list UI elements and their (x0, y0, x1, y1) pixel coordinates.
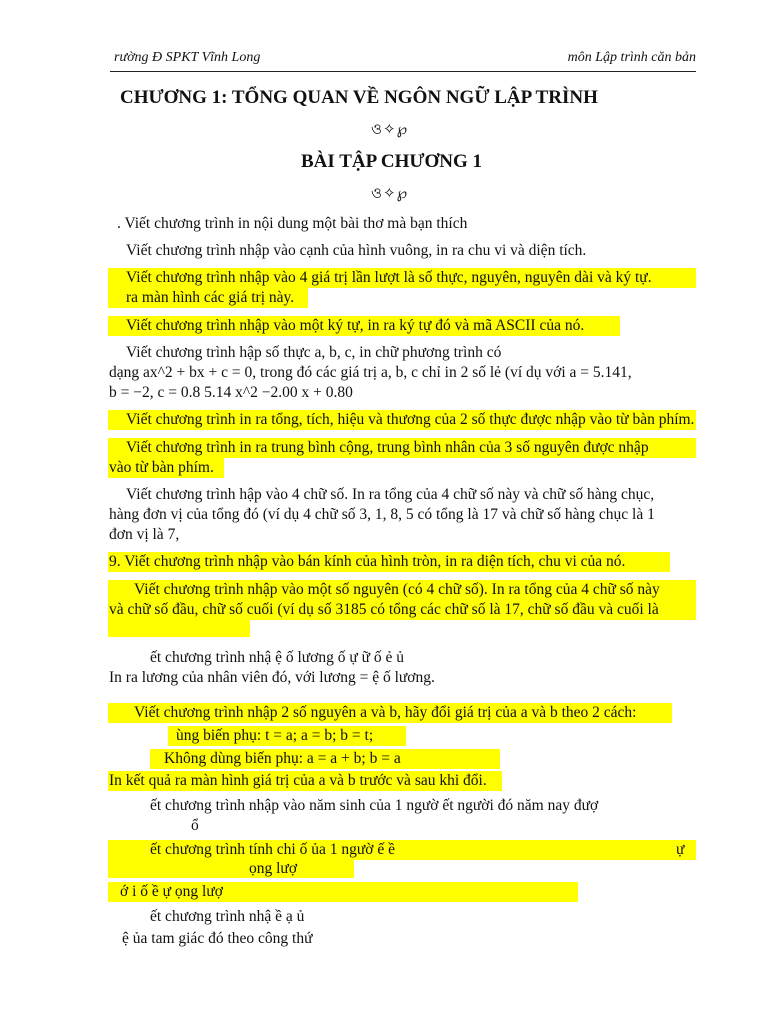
exercise-11-line-1: ết chương trình nhậ ệ ố lương ố ự ữ ố ẻ ủ (150, 649, 405, 666)
exercise-15-line-1: ết chương trình nhậ ề ạ ủ (150, 908, 305, 925)
exercise-15-line-2: ệ ủa tam giác đó theo công thứ (122, 930, 313, 947)
exercise-13-line-2: ổ (191, 817, 199, 834)
exercise-10-line-2: và chữ số đầu, chữ số cuối (ví dụ số 3185 có tổng các chữ số là 17, chữ số đầu và cuối là (109, 601, 659, 618)
exercise-2: Viết chương trình nhập vào cạnh của hình vuông, in ra chu vi và diện tích. (126, 242, 587, 259)
exercise-12-line-1: Viết chương trình nhập 2 số nguyên a và b, hãy đổi giá trị của a và b theo 2 cách: (134, 704, 637, 721)
exercise-9: 9. Viết chương trình nhập vào bán kính của hình tròn, in ra diện tích, chu vi của nó. (109, 553, 626, 570)
exercise-10-line-1: Viết chương trình nhập vào một số nguyên (có 4 chữ số). In ra tổng của 4 chữ số này (134, 581, 660, 598)
highlight-band (108, 620, 250, 637)
exercise-7-line-1: Viết chương trình in ra trung bình cộng, trung bình nhân của 3 số nguyên được nhập (126, 439, 649, 456)
exercise-14-line-1: ết chương trình tính chi ố ủa 1 ngườ ế ề (150, 841, 395, 858)
exercise-14-line-3: ớ i ố ề ự ọng lượ (120, 883, 223, 900)
exercise-8-line-2: hàng đơn vị của tổng đó (ví dụ 4 chữ số 3, 1, 8, 5 có tổng là 17 và chữ số hàng chục là 1 (109, 506, 655, 523)
exercise-12-line-4: In kết quả ra màn hình giá trị của a và b trước và sau khi đổi. (109, 772, 487, 789)
exercise-8-line-3: đơn vị là 7, (109, 526, 180, 543)
exercise-title: BÀI TẬP CHƯƠNG 1 (301, 151, 483, 172)
exercise-11-line-2: In ra lương của nhân viên đó, với lương = ệ ố lương. (109, 669, 435, 686)
exercise-13-line-1: ết chương trình nhập vào năm sinh của 1 ngườ ết người đó năm nay đượ (150, 797, 599, 814)
exercise-14-line-2: ọng lượ (249, 860, 298, 877)
exercise-5-line-2: dạng ax^2 + bx + c = 0, trong đó các giá trị a, b, c chỉ in 2 số lẻ (ví dụ với a = 5.141, (109, 364, 632, 381)
exercise-8-line-1: Viết chương trình hập vào 4 chữ số. In ra tổng của 4 chữ số này và chữ số hàng chục, (126, 486, 655, 503)
exercise-6: Viết chương trình in ra tổng, tích, hiệu và thương của 2 số thực được nhập vào từ bàn phím. (126, 411, 695, 428)
exercise-12-line-3: Không dùng biến phụ: a = a + b; b = a (164, 750, 401, 767)
exercise-5-line-1: Viết chương trình hập số thực a, b, c, in chữ phương trình có (126, 344, 502, 361)
ornament-divider: ও✧℘ (371, 122, 409, 138)
exercise-5-line-3: b = −2, c = 0.8 5.14 x^2 −2.00 x + 0.80 (109, 384, 353, 401)
exercise-3-line-2: ra màn hình các giá trị này. (126, 289, 295, 306)
chapter-title: CHƯƠNG 1: TỔNG QUAN VỀ NGÔN NGỮ LẬP TRÌNH (120, 87, 598, 108)
exercise-12-line-2: ùng biến phụ: t = a; a = b; b = t; (176, 727, 374, 744)
ornament-divider: ও✧℘ (371, 186, 409, 202)
exercise-1: . Viết chương trình in nội dung một bài thơ mà bạn thích (117, 215, 468, 232)
header-school: rường Đ SPKT Vĩnh Long (114, 50, 261, 65)
highlight-band (108, 860, 354, 878)
exercise-7-line-2: vào từ bàn phím. (109, 459, 214, 476)
exercise-14-line-1-end: ự (676, 841, 685, 858)
exercise-3-line-1: Viết chương trình nhập vào 4 giá trị lần lượt là số thực, nguyên, nguyên dài và ký tự. (126, 269, 652, 286)
exercise-4: Viết chương trình nhập vào một ký tự, in ra ký tự đó và mã ASCII của nó. (126, 317, 585, 334)
header-course: môn Lập trình căn bản (567, 50, 696, 65)
header-rule (110, 71, 696, 72)
